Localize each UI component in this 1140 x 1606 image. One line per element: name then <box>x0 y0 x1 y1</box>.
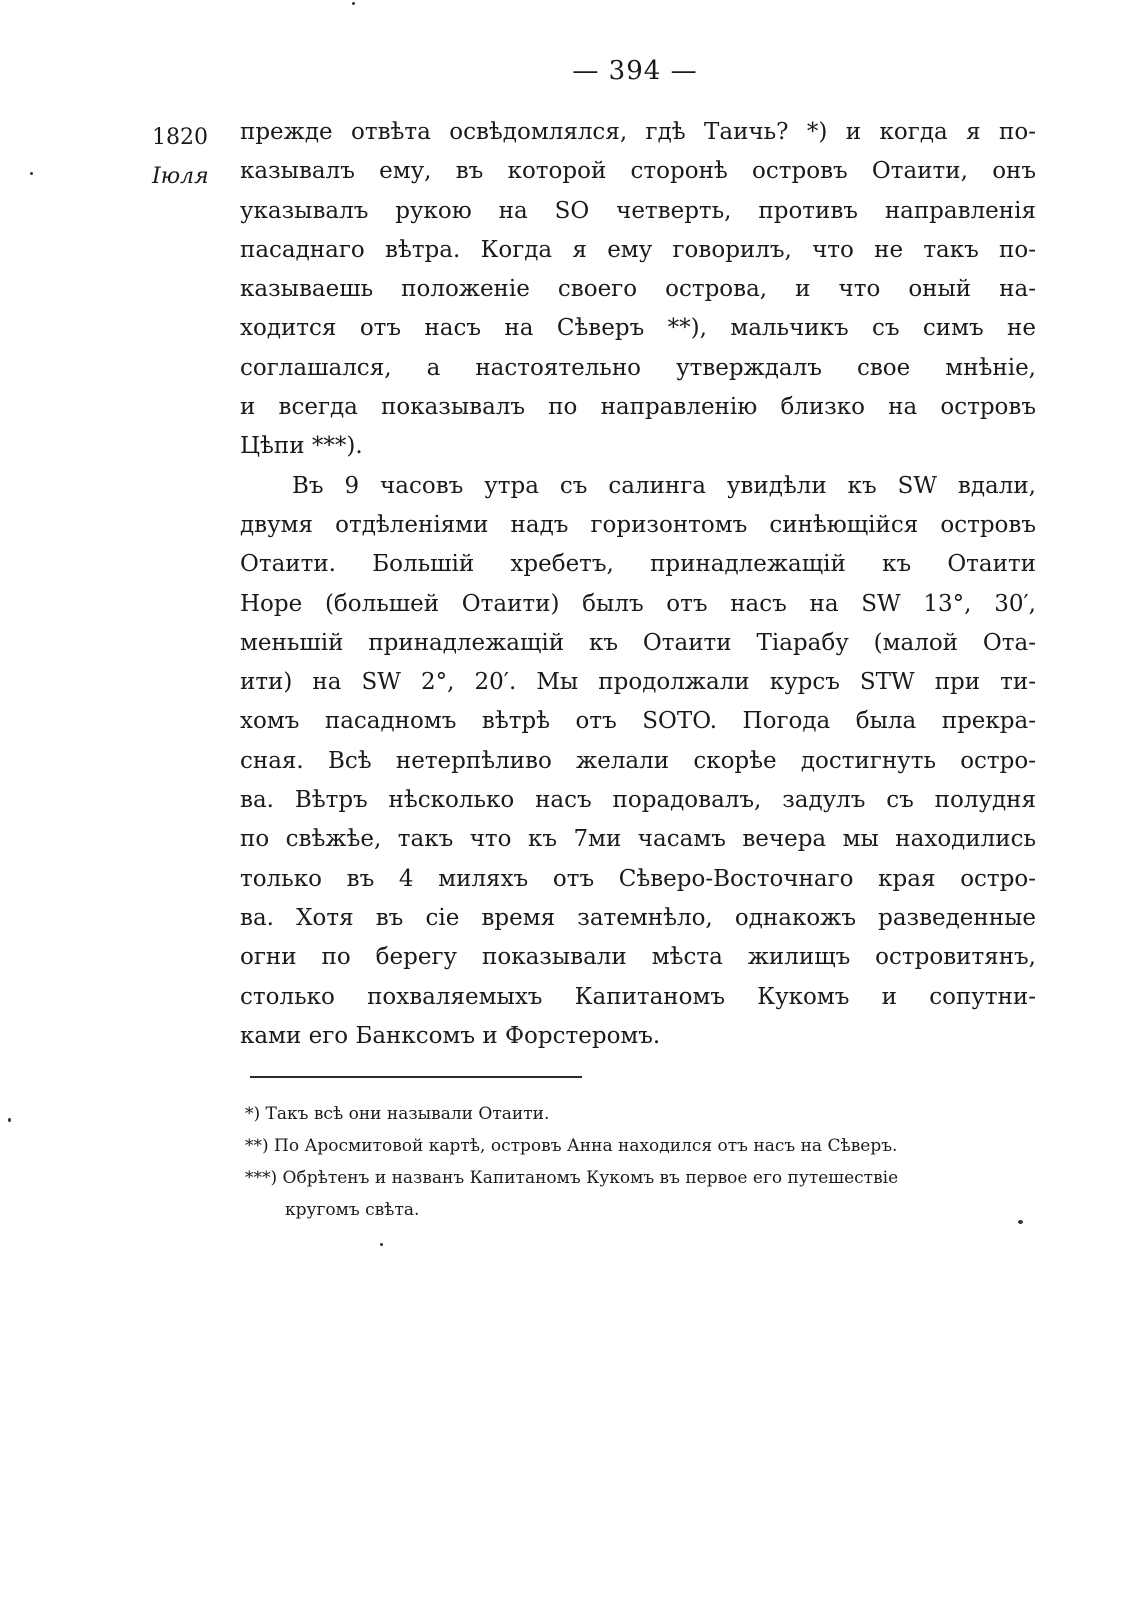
text-line: хомъ пасадномъ вѣтрѣ отъ SOTO. Погода была прекра- <box>240 708 1036 735</box>
print-speck <box>352 2 355 5</box>
text-line: указывалъ рукою на SO четверть, противъ направленія <box>240 197 1036 224</box>
footnote-2: **) По Аросмитовой картѣ, островъ Анна находился отъ насъ на Сѣверъ. <box>245 1136 898 1156</box>
text-line: по свѣжѣе, такъ что къ 7ми часамъ вечера мы находились <box>240 826 1036 853</box>
text-line: и всегда показывалъ по направленію близко на островъ <box>240 394 1036 421</box>
text-line: соглашался, а настоятельно утверждалъ свое мнѣніе, <box>240 354 1036 381</box>
text-line: Отаити. Большій хребетъ, принадлежащій къ Отаити <box>240 551 1036 578</box>
text-line: Норе (большей Отаити) былъ отъ насъ на SW 13°, 30′, <box>240 590 1036 617</box>
print-speck <box>1018 1220 1023 1224</box>
print-speck <box>380 1243 383 1246</box>
text-line: двумя отдѣленіями надъ горизонтомъ синѣющійся островъ <box>240 511 1036 538</box>
text-line: Въ 9 часовъ утра съ салинга увидѣли къ SW вдали, <box>292 472 1036 499</box>
text-line: огни по берегу показывали мѣста жилищъ островитянъ, <box>240 944 1036 971</box>
body-text <box>240 113 1036 1056</box>
text-line: ити) на SW 2°, 20′. Мы продолжали курсъ STW при ти- <box>240 669 1036 696</box>
text-line: ходится отъ насъ на Сѣверъ **), мальчикъ съ симъ не <box>240 315 1036 342</box>
footnotes <box>245 1098 1045 1226</box>
margin-month: Іюля <box>152 164 209 189</box>
text-line: прежде отвѣта освѣдомлялся, гдѣ Таичь? *) и когда я по- <box>240 119 1036 145</box>
text-line: меньшій принадлежащій къ Отаити Тіарабу (малой Ота- <box>240 629 1036 656</box>
text-line: столько похваляемыхъ Капитаномъ Кукомъ и сопутни- <box>240 983 1036 1010</box>
text-line: только въ 4 миляхъ отъ Сѣверо-Восточнаго края остро- <box>240 865 1036 892</box>
footnote-3: ***) Обрѣтенъ и названъ Капитаномъ Кукомъ въ первое его путешествіе <box>245 1168 899 1188</box>
text-line: Цѣпи ***). <box>240 433 363 460</box>
text-line: пасаднаго вѣтра. Когда я ему говорилъ, что не такъ по- <box>240 236 1036 263</box>
text-line: сная. Всѣ нетерпѣливо желали скорѣе достигнуть остро- <box>240 747 1036 774</box>
margin-year: 1820 <box>152 125 208 150</box>
page-number: — 394 — <box>572 56 698 86</box>
footnote-3-continued: кругомъ свѣта. <box>285 1200 420 1220</box>
text-line: казываешь положеніе своего острова, и что оный на- <box>240 276 1036 303</box>
print-speck <box>30 172 33 175</box>
text-line: ва. Хотя въ сіе время затемнѣло, однакожъ разведенные <box>240 904 1036 931</box>
text-line: ва. Вѣтръ нѣсколько насъ порадовалъ, задулъ съ полудня <box>240 787 1036 814</box>
print-speck <box>8 1118 11 1122</box>
footnote-1: *) Такъ всѣ они называли Отаити. <box>245 1104 550 1124</box>
text-line: ками его Банксомъ и Форстеромъ. <box>240 1022 661 1049</box>
text-line: казывалъ ему, въ которой сторонѣ островъ Отаити, онъ <box>240 158 1036 185</box>
footnote-divider <box>250 1076 582 1078</box>
